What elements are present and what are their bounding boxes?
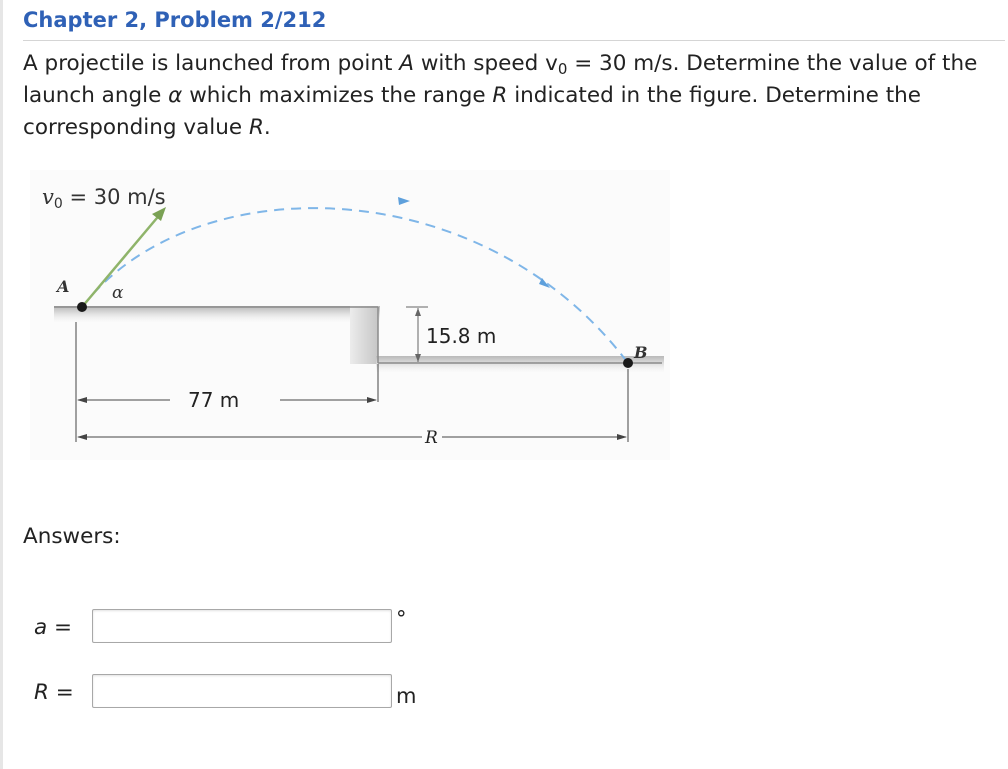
problem-text-4: which maximizes the range bbox=[182, 83, 493, 108]
answer-range-label: R = bbox=[34, 680, 74, 705]
ground-step bbox=[350, 306, 378, 364]
point-a-dot bbox=[77, 302, 87, 312]
page-title: Chapter 2, Problem 2/212 bbox=[23, 8, 327, 32]
title-divider bbox=[23, 40, 1005, 41]
problem-text-5: indicated in the figure. Determine the corresponding value bbox=[23, 83, 921, 140]
problem-point-a: A bbox=[399, 51, 414, 76]
upper-ground bbox=[54, 306, 380, 322]
problem-range-symbol-2: R bbox=[248, 115, 264, 140]
problem-speed-subscript: 0 bbox=[557, 60, 568, 78]
speed-label: v0 = 30 m/s bbox=[42, 185, 166, 212]
answer-row-angle bbox=[0, 609, 500, 649]
answer-angle-unit: ° bbox=[396, 607, 407, 631]
problem-text-2: with speed bbox=[414, 51, 546, 76]
problem-text-1: A projectile is launched from point bbox=[23, 51, 400, 76]
horizontal-dim-label: 77 m bbox=[188, 388, 240, 412]
point-b-dot bbox=[623, 358, 633, 368]
problem-angle-symbol: α bbox=[168, 83, 183, 108]
range-dim-label: R bbox=[425, 428, 438, 448]
point-a-label: A bbox=[57, 277, 70, 296]
projectile-diagram bbox=[30, 170, 670, 470]
point-b-label: B bbox=[634, 343, 648, 362]
problem-speed-symbol: v bbox=[545, 51, 558, 76]
answer-row-range bbox=[0, 674, 500, 714]
answer-angle-input[interactable] bbox=[92, 609, 392, 643]
left-margin-rule bbox=[0, 0, 3, 769]
problem-range-symbol: R bbox=[492, 83, 508, 108]
problem-text-6: . bbox=[263, 115, 271, 140]
answer-range-unit: m bbox=[396, 684, 417, 708]
height-dim-label: 15.8 m bbox=[426, 324, 497, 348]
projectile-figure bbox=[30, 170, 670, 470]
answer-angle-label: a = bbox=[34, 615, 73, 640]
answers-heading: Answers: bbox=[23, 524, 121, 549]
problem-statement bbox=[23, 48, 1003, 144]
answer-range-input[interactable] bbox=[92, 674, 392, 708]
problem-text-3: = 30 m/s. Determine the value of the launch angle bbox=[23, 51, 978, 108]
angle-label: α bbox=[112, 283, 124, 303]
